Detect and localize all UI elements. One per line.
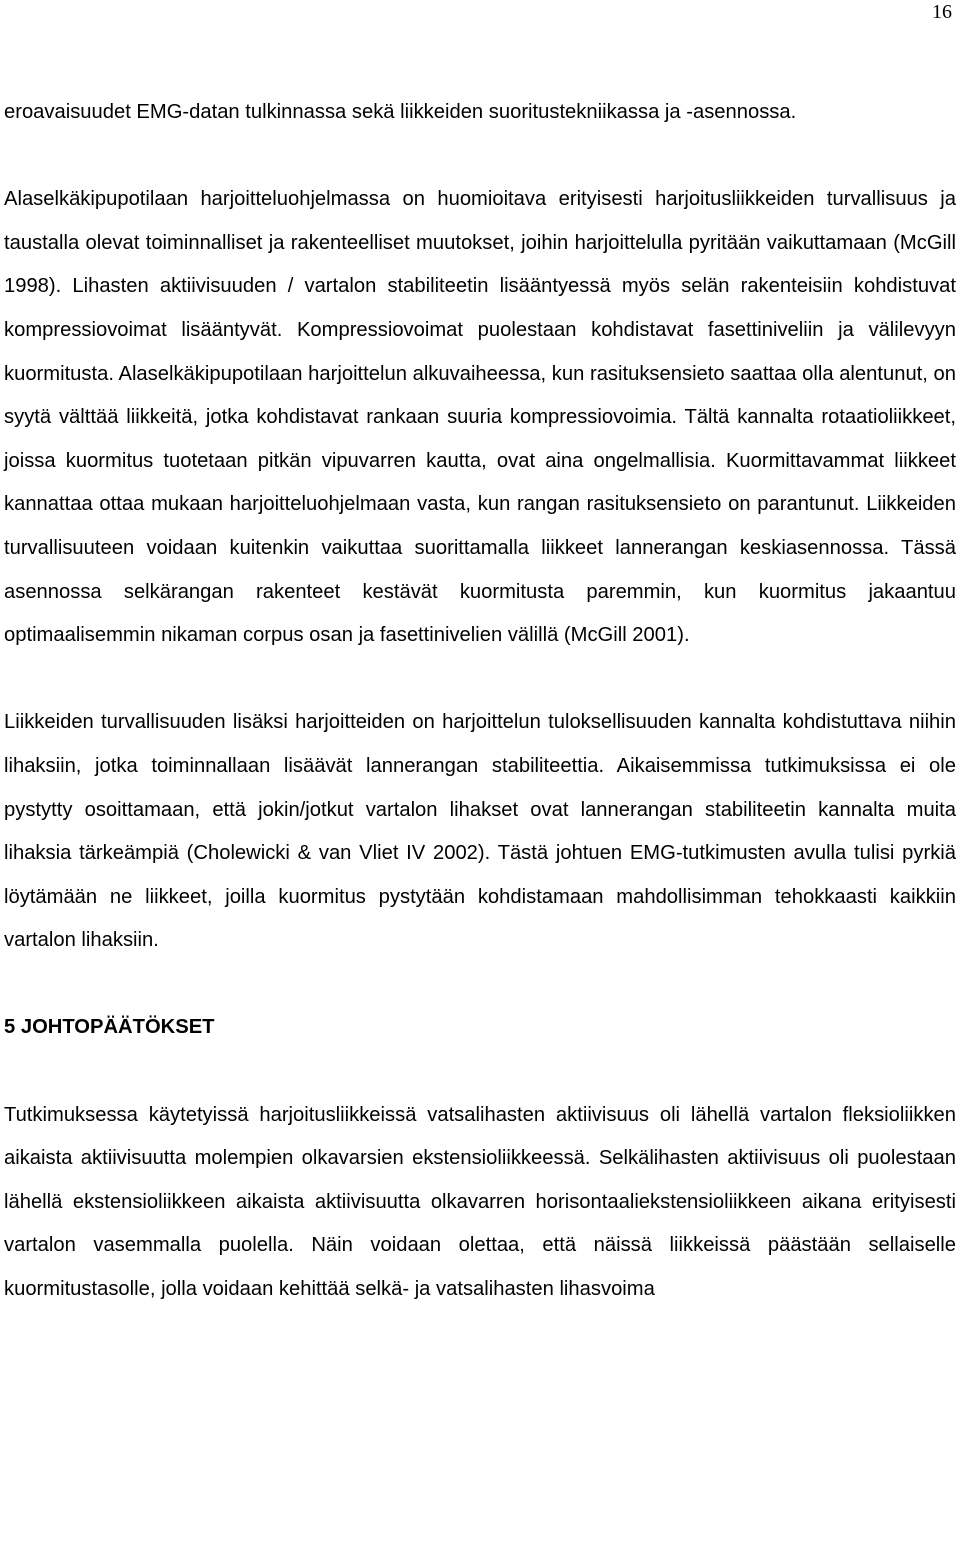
paragraph-muscle-targeting: Liikkeiden turvallisuuden lisäksi harjoitteiden on harjoittelun tuloksellisuuden kannalta kohdistuttava niihin lihaksiin, jotka toiminnallaan lisäävät lannerangan stabiliteettia. Aikaisemmissa tutkimuksissa ei ole pystytty osoittamaan, että jokin/jotkut vartalon lihakset ovat lannerangan stabiliteetin kannalta muita lihaksia tärkeämpiä (Cholewicki & van Vliet IV 2002). Tästä johtuen EMG-tutkimusten avulla tulisi pyrkiä löytämään ne liikkeet, joilla kuormitus pystytään kohdistamaan mahdollisimman tehokkaasti kaikkiin vartalon lihaksiin. — [4, 711, 956, 952]
paragraph-conclusions: Tutkimuksessa käytetyissä harjoitusliikkeissä vatsalihasten aktiivisuus oli lähellä vartalon fleksioliikken aikaista aktiivisuutta molempien olkavarsien ekstensioliikkeessä. Selkälihasten aktiivisuus oli puolestaan lähellä ekstensioliikkeen aikaista aktiivisuutta olkavarren horisontaaliekstensioliikkeen aikana erityisesti vartalon vasemmalla puolella. Näin voidaan olettaa, että näissä liikkeissä päästään sellaiselle kuormitustasolle, jolla voidaan kehittää selkä- ja vatsalihasten lihasvoima — [4, 1103, 956, 1301]
section-heading-conclusions: 5 JOHTOPÄÄTÖKSET — [4, 1016, 215, 1039]
paragraph-continuation: eroavaisuudet EMG-datan tulkinnassa sekä liikkeiden suoritustekniikassa ja -asennossa. — [4, 101, 797, 123]
document-body — [4, 91, 956, 1312]
page-number: 16 — [932, 1, 952, 23]
paragraph-rehabilitation-safety: Alaselkäkipupotilaan harjoitteluohjelmassa on huomioitava erityisesti harjoitusliikkeiden turvallisuus ja taustalla olevat toiminnalliset ja rakenteelliset muutokset, joihin harjoittelulla pyritään vaikuttamaan (McGill 1998). Lihasten aktiivisuuden / vartalon stabiliteetin lisääntyessä myös selän rakenteisiin kohdistuvat kompressiovoimat lisääntyvät. Kompressiovoimat puolestaan kohdistavat fasettiniveliin ja välilevyyn kuormitusta. Alaselkäkipupotilaan harjoittelun alkuvaiheessa, kun rasituksensieto saattaa olla alentunut, on syytä välttää liikkeitä, jotka kohdistavat rankaan suuria kompressiovoimia. Tältä kannalta rotaatioliikkeet, joissa kuormitus tuotetaan pitkän vipuvarren kautta, ovat aina ongelmallisia. Kuormittavammat liikkeet kannattaa ottaa mukaan harjoitteluohjelmaan vasta, kun rangan rasituksensieto on parantunut. Liikkeiden turvallisuuteen voidaan kuitenkin vaikuttaa suorittamalla liikkeet lannerangan keskiasennossa. Tässä asennossa selkärangan rakenteet kestävät kuormitusta paremmin, kun kuormitus jakaantuu optimaalisemmin nikaman corpus osan ja fasettinivelien välillä (McGill 2001). — [4, 188, 956, 647]
